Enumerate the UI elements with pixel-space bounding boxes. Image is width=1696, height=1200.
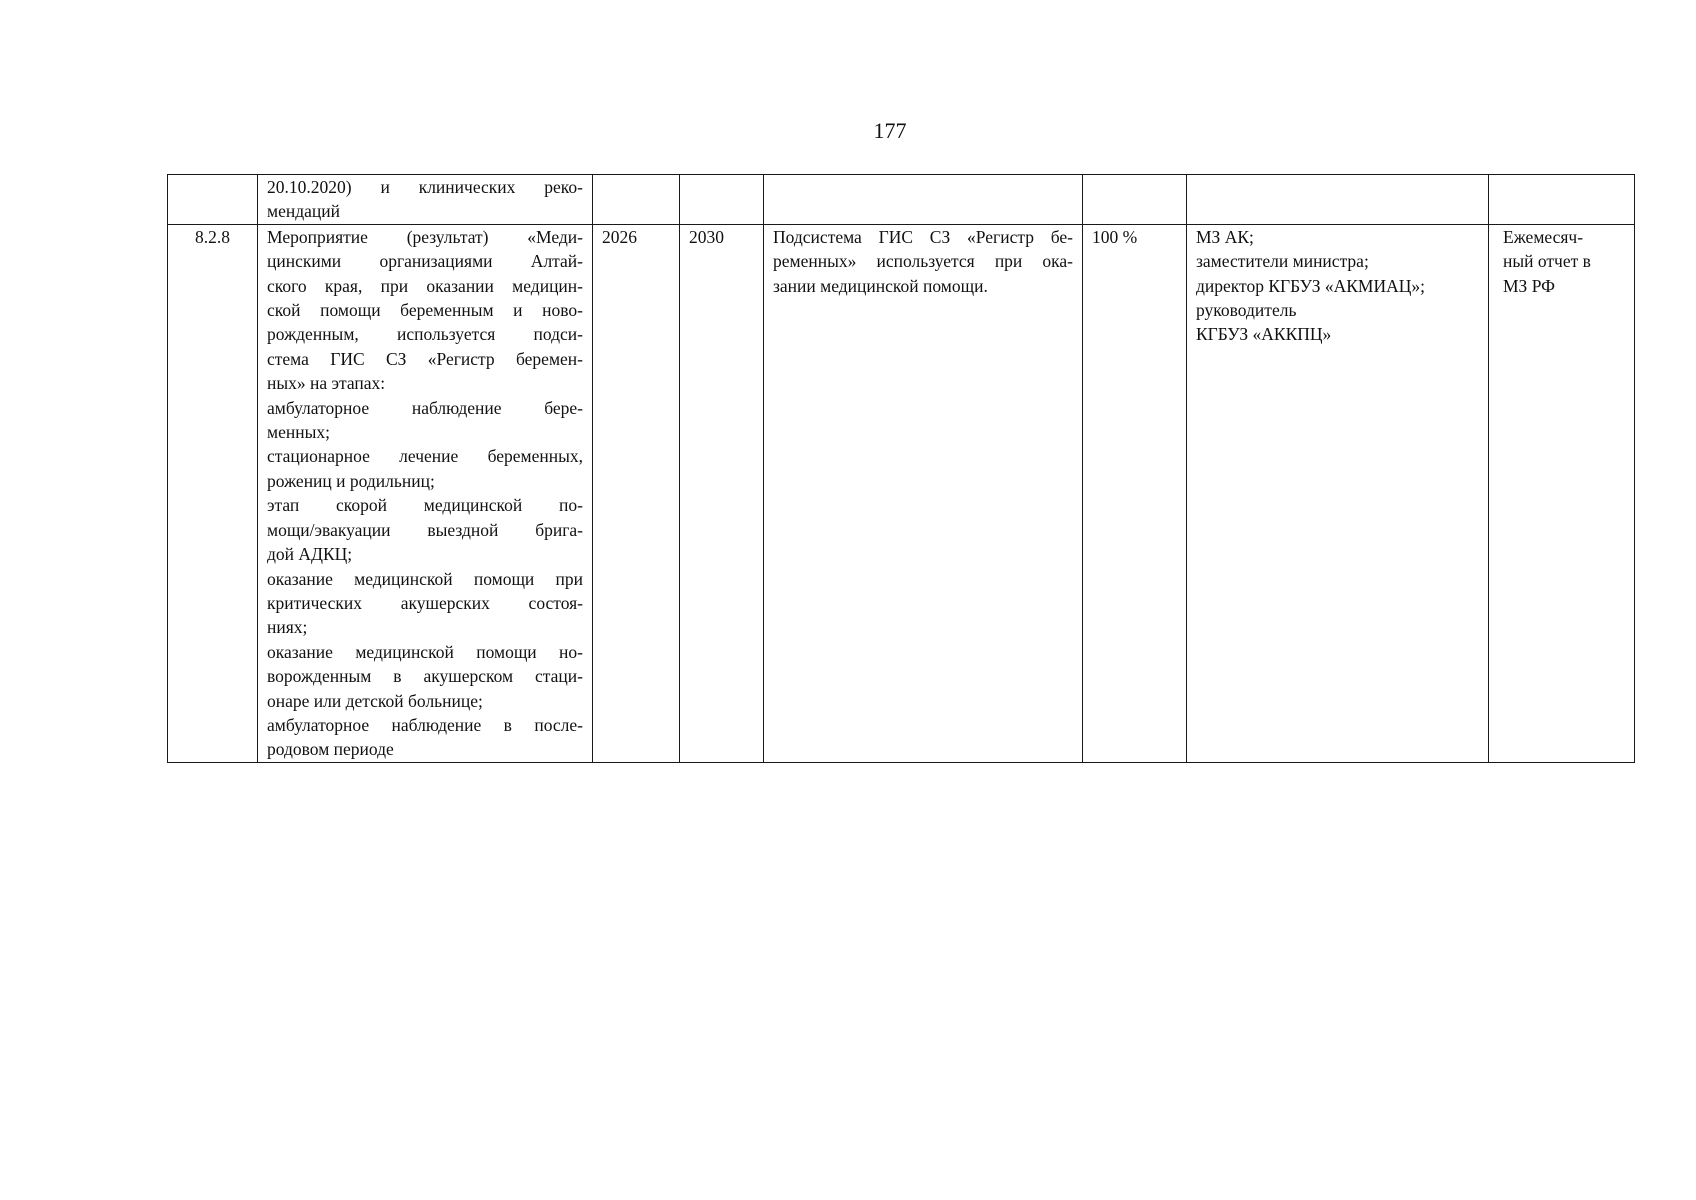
table-row-continued [168, 175, 1635, 225]
cell-result [764, 224, 1083, 762]
text-line: ременных» используется при ока- [773, 251, 1073, 272]
cell-start-empty [593, 175, 680, 225]
text-line: цинскими организациями Алтай- [267, 251, 583, 272]
text-line: оказание медицинской помощи при [267, 568, 583, 589]
text-line: этап скорой медицинской по- [267, 495, 583, 516]
text-line: КГБУЗ «АККПЦ» [1196, 324, 1332, 345]
text-line: 20.10.2020) и клинических реко- [267, 177, 583, 197]
text-line: МЗ АК; [1196, 226, 1254, 247]
text-line: ных» на этапах: [267, 373, 386, 394]
text-line: дой АДКЦ; [267, 544, 353, 565]
cell-description-continued [258, 175, 593, 225]
text-line: Ежемесяч- [1503, 226, 1584, 247]
text-line: амбулаторное наблюдение бере- [267, 397, 583, 418]
text-line: онаре или детской больнице; [267, 690, 483, 711]
table-row-8-2-8 [168, 224, 1635, 762]
text-line: зании медицинской помощи. [773, 275, 988, 296]
text-line: рожденным, используется подси- [267, 324, 583, 345]
text-line: рожениц и родильниц; [267, 470, 435, 491]
cell-description [258, 224, 593, 762]
text-line: МЗ РФ [1503, 275, 1555, 296]
text-line: оказание медицинской помощи но- [267, 641, 583, 662]
text-line: директор КГБУЗ «АКМИАЦ»; [1196, 275, 1426, 296]
text-line: заместители министра; [1196, 251, 1369, 272]
text-line: ниях; [267, 617, 308, 638]
text-line: критических акушерских состоя- [267, 592, 583, 613]
page-number: 177 [873, 118, 907, 143]
cell-end-empty [680, 175, 764, 225]
text-line: ворожденным в акушерском стаци- [267, 666, 583, 687]
cell-end-year: 2030 [680, 224, 764, 762]
text-line: мощи/эвакуации выездной брига- [267, 519, 583, 540]
text-line: стема ГИС СЗ «Регистр беремен- [267, 348, 583, 369]
cell-responsible-empty [1187, 175, 1489, 225]
cell-result-empty [764, 175, 1083, 225]
text-line: стационарное лечение беременных, [267, 446, 583, 467]
text-line: руководитель [1196, 300, 1297, 321]
text-line: ского края, при оказании медицин- [267, 275, 583, 296]
text-line: ный отчет в [1503, 251, 1591, 272]
cell-start-year: 2026 [593, 224, 680, 762]
text-line: амбулаторное наблюдение в после- [267, 714, 583, 735]
cell-responsible [1187, 224, 1489, 762]
plan-table [167, 174, 1635, 763]
cell-report-empty [1489, 175, 1635, 225]
text-line: Подсистема ГИС СЗ «Регистр бе- [773, 226, 1073, 247]
text-line: мендаций [267, 201, 340, 222]
text-line: менных; [267, 422, 330, 443]
cell-value-empty [1083, 175, 1187, 225]
cell-report [1489, 224, 1635, 762]
cell-number: 8.2.8 [168, 224, 258, 762]
text-line: родовом периоде [267, 739, 394, 760]
cell-number-empty [168, 175, 258, 225]
text-line: Мероприятие (результат) «Меди- [267, 226, 583, 247]
text-line: ской помощи беременным и ново- [267, 300, 583, 321]
cell-value: 100 % [1083, 224, 1187, 762]
